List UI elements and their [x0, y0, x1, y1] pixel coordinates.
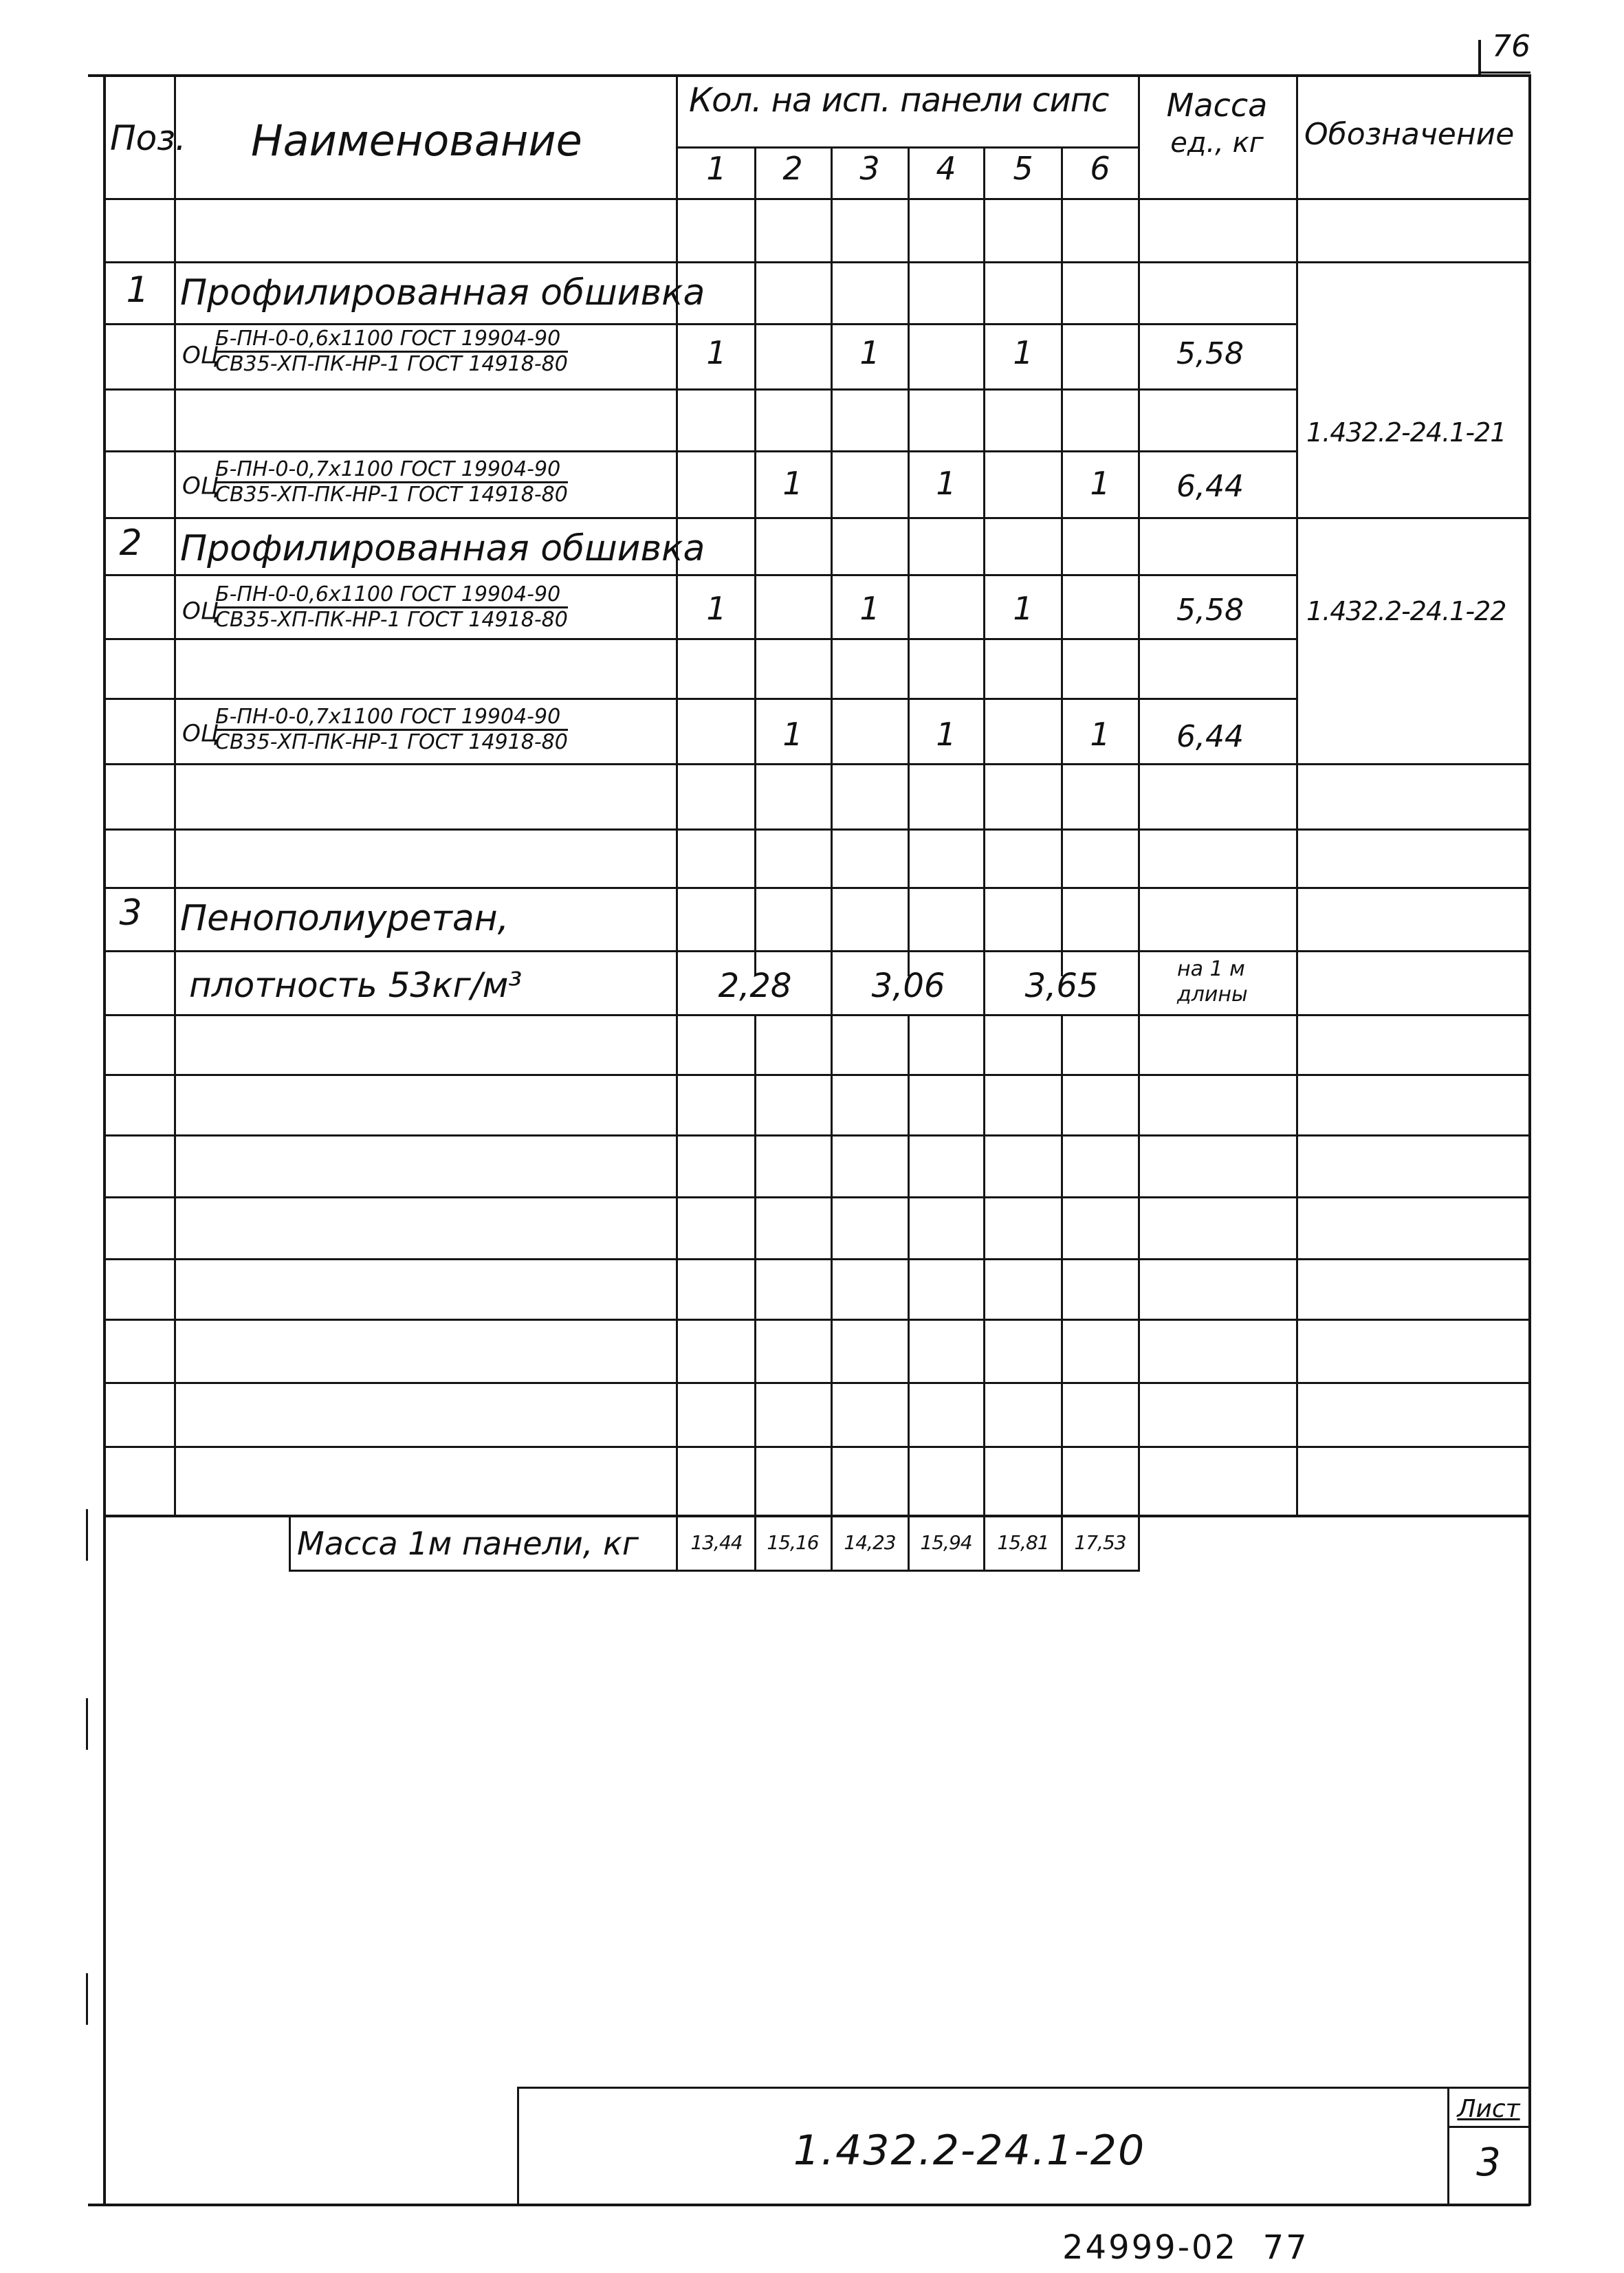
frame-right	[1528, 74, 1531, 2206]
totals-value-1: 13,44	[690, 1531, 743, 1554]
hline-06	[103, 517, 1530, 519]
sheet-corner-number: 76	[1492, 29, 1530, 64]
totals-value-3: 14,23	[844, 1531, 896, 1554]
header-mass-unit: ед., кг	[1170, 127, 1264, 159]
item2b-mark	[215, 707, 568, 753]
item3-mass-l1: на 1 м	[1177, 957, 1245, 981]
header-mass: Масса	[1166, 87, 1268, 124]
item2b-q6: 1	[1090, 716, 1110, 753]
item1a-q1: 1	[706, 334, 727, 371]
footer-code: 24999-02 77	[1062, 2228, 1309, 2267]
item1a-mark-den: СВ35-ХП-ПК-НР-1 ГОСТ 14918-80	[215, 352, 568, 376]
item2-designation: 1.432.2-24.1-22	[1306, 596, 1506, 626]
item1b-mass: 6,44	[1176, 469, 1244, 504]
item1a-mark-num: Б-ПН-0-0,6х1100 ГОСТ 19904-90	[215, 329, 568, 353]
hline-22	[103, 1515, 1530, 1517]
corner-line	[1481, 72, 1530, 74]
vline-q6	[1138, 76, 1140, 1571]
vline-q1	[754, 148, 756, 976]
item2b-q2: 1	[782, 716, 803, 753]
item2a-mark	[215, 584, 568, 630]
vline-q5b	[1061, 1014, 1063, 1571]
totals-value-2: 15,16	[767, 1531, 819, 1554]
frame-bottom	[88, 2204, 1530, 2206]
item2b-prefix: ОЦ	[182, 720, 219, 747]
item2b-mark-num: Б-ПН-0-0,7х1100 ГОСТ 19904-90	[215, 707, 568, 731]
item3-mass-l2: длины	[1177, 982, 1248, 1007]
hline-16	[103, 1134, 1530, 1136]
vline-q1b	[754, 1014, 756, 1571]
vline-mass	[1296, 76, 1298, 1516]
hline-03	[103, 323, 1297, 325]
item1b-mark-den: СВ35-ХП-ПК-НР-1 ГОСТ 14918-80	[215, 483, 568, 507]
hline-17	[103, 1196, 1530, 1198]
vline-q3	[908, 148, 910, 976]
margin-tick-1	[86, 1509, 88, 1561]
item2a-mark-den: СВ35-ХП-ПК-НР-1 ГОСТ 14918-80	[215, 608, 568, 632]
frame-top	[88, 74, 1530, 77]
header-pos: Поз.	[110, 118, 186, 158]
item1-title: Профилированная обшивка	[180, 272, 705, 314]
vline-q2	[831, 148, 833, 1571]
tb-left	[517, 2087, 519, 2205]
vline-q4	[983, 148, 985, 1571]
item1b-q4: 1	[936, 465, 956, 502]
tb-sheet-left	[1447, 2087, 1449, 2205]
tb-top	[517, 2087, 1530, 2089]
hline-19	[103, 1319, 1530, 1321]
item1b-q6: 1	[1090, 465, 1110, 502]
hline-10	[103, 763, 1530, 765]
item1b-q2: 1	[782, 465, 803, 502]
item2a-q5: 1	[1013, 590, 1033, 627]
hline-02	[103, 261, 1530, 263]
item2-title: Профилированная обшивка	[180, 528, 705, 569]
item1a-q5: 1	[1013, 334, 1033, 371]
item1-pos: 1	[126, 270, 149, 311]
hline-13	[103, 950, 1530, 952]
item2-pos: 2	[119, 523, 142, 564]
frame-left	[103, 74, 106, 2206]
vline-pos	[174, 76, 176, 1516]
header-col-6: 6	[1090, 150, 1110, 187]
sheet-number: 3	[1476, 2140, 1501, 2185]
item1a-prefix: ОЦ	[182, 342, 219, 369]
item3-q12: 2,28	[718, 967, 792, 1005]
hline-08	[103, 638, 1297, 640]
header-col-3: 3	[859, 150, 880, 187]
item2a-mark-num: Б-ПН-0-0,6х1100 ГОСТ 19904-90	[215, 584, 568, 608]
hline-21	[103, 1446, 1530, 1448]
totals-label: Масса 1м панели, кг	[297, 1525, 639, 1562]
margin-tick-3	[86, 1973, 88, 2025]
item1a-q3: 1	[859, 334, 880, 371]
item3-q34: 3,06	[871, 967, 945, 1005]
hline-11	[103, 828, 1530, 831]
item1b-mark	[215, 459, 568, 505]
item3-title-line2: плотность 53кг/м³	[189, 965, 523, 1005]
vline-q3b	[908, 1014, 910, 1571]
item1b-mark-num: Б-ПН-0-0,7х1100 ГОСТ 19904-90	[215, 459, 568, 483]
item2b-q4: 1	[936, 716, 956, 753]
tb-sheet-mid	[1447, 2126, 1530, 2128]
hline-07	[103, 574, 1297, 576]
header-designation: Обозначение	[1304, 117, 1515, 152]
vline-q5	[1061, 148, 1063, 976]
item3-pos: 3	[119, 892, 142, 934]
hline-header-sub	[676, 146, 1140, 149]
hline-01	[103, 198, 1530, 200]
corner-tick	[1478, 40, 1481, 74]
hline-05	[103, 450, 1297, 452]
hline-totals-bottom	[289, 1570, 1140, 1572]
totals-value-4: 15,94	[920, 1531, 972, 1554]
item1a-mass: 5,58	[1176, 336, 1244, 371]
item2a-prefix: ОЦ	[182, 597, 219, 625]
item2a-q3: 1	[859, 590, 880, 627]
header-name: Наименование	[251, 116, 582, 166]
header-col-4: 4	[936, 150, 956, 187]
hline-15	[103, 1074, 1530, 1076]
margin-tick-2	[86, 1698, 88, 1750]
sheet-label: Лист	[1457, 2095, 1520, 2123]
item1b-prefix: ОЦ	[182, 472, 219, 500]
header-col-5: 5	[1013, 150, 1033, 187]
header-col-1: 1	[706, 150, 727, 187]
hline-20	[103, 1382, 1530, 1384]
item2b-mark-den: СВ35-ХП-ПК-НР-1 ГОСТ 14918-80	[215, 730, 568, 754]
totals-value-5: 15,81	[997, 1531, 1049, 1554]
header-qty: Кол. на исп. панели сипс	[689, 81, 1109, 120]
vline-totals-left	[289, 1516, 291, 1571]
header-col-2: 2	[782, 150, 803, 187]
hline-14	[103, 1014, 1530, 1016]
item2a-mass: 5,58	[1176, 593, 1244, 628]
item1a-mark	[215, 329, 568, 375]
doc-code: 1.432.2-24.1-20	[793, 2127, 1146, 2175]
totals-value-6: 17,53	[1074, 1531, 1126, 1554]
hline-09	[103, 698, 1297, 700]
hline-18	[103, 1258, 1530, 1260]
item3-q56: 3,65	[1024, 967, 1099, 1005]
hline-12	[103, 887, 1530, 889]
item2b-mass: 6,44	[1176, 719, 1244, 754]
item1-designation: 1.432.2-24.1-21	[1306, 417, 1506, 448]
item2a-q1: 1	[706, 590, 727, 627]
item3-title-line1: Пенополиуретан,	[180, 898, 509, 939]
hline-04	[103, 388, 1297, 391]
